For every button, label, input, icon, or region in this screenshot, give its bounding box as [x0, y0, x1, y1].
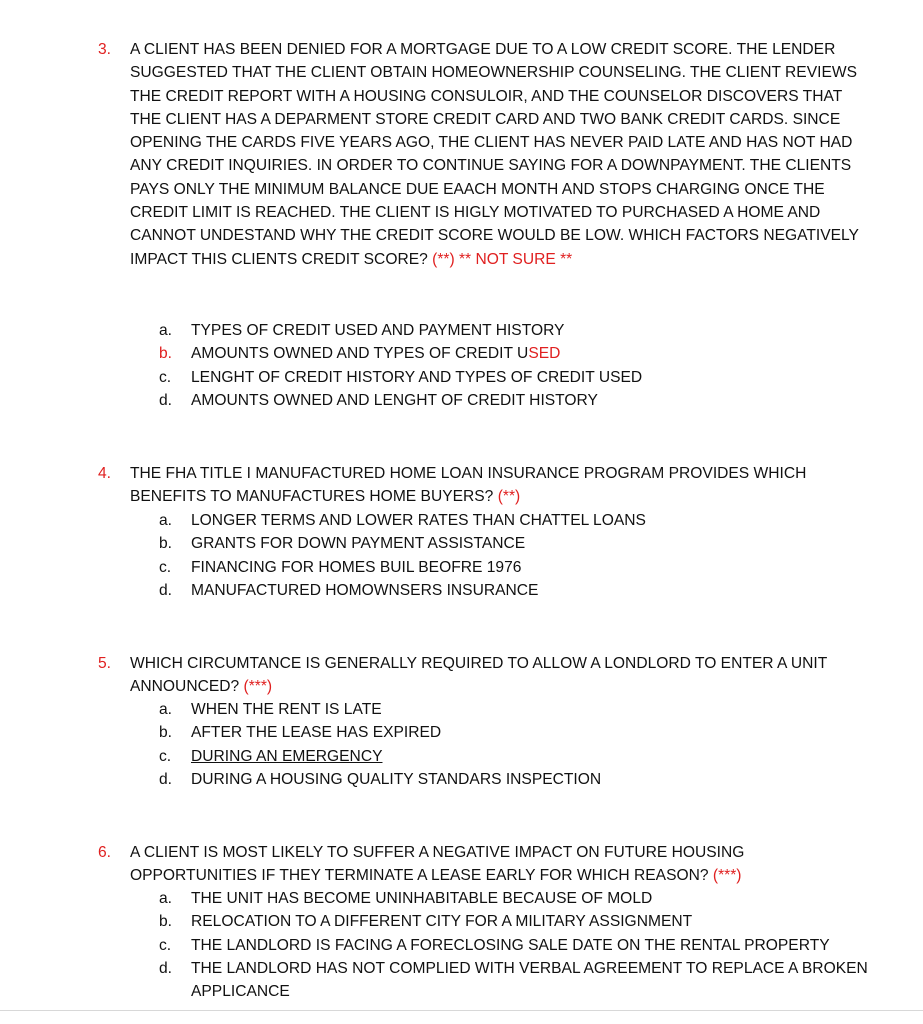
- question-text: [130, 841, 868, 888]
- option-c: [159, 556, 879, 579]
- option-c: [159, 934, 879, 957]
- question-number: 6.: [98, 844, 112, 861]
- option-text: AFTER THE LEASE HAS EXPIRED: [191, 724, 442, 742]
- option-b: [159, 910, 879, 933]
- question-text: [130, 652, 868, 699]
- difficulty-marker: (***): [712, 867, 742, 885]
- option-text: GRANTS FOR DOWN PAYMENT ASSISTANCE: [191, 535, 526, 553]
- question-number: 4.: [98, 465, 112, 482]
- option-letter: b.: [159, 345, 173, 363]
- option-text: RELOCATION TO A DIFFERENT CITY FOR A MILITARY ASSIGNMENT: [191, 913, 693, 931]
- option-text: FINANCING FOR HOMES BUIL BEOFRE 1976: [191, 558, 522, 576]
- option-text-black: AMOUNTS OWNED AND TYPES OF CREDIT U: [191, 345, 529, 363]
- question-body: A CLIENT IS MOST LIKELY TO SUFFER A NEGATIVE IMPACT ON FUTURE HOUSING OPPORTUNITIES IF THEY TERMINATE A LEASE EARLY FOR WHICH REASON?: [130, 844, 745, 885]
- option-text: TYPES OF CREDIT USED AND PAYMENT HISTORY: [191, 322, 565, 339]
- option-letter: a.: [159, 701, 173, 718]
- option-b: [159, 342, 879, 365]
- option-letter: c.: [159, 368, 172, 386]
- question-number: 3.: [98, 41, 112, 58]
- option-text: DURING A HOUSING QUALITY STANDARS INSPECTION: [191, 770, 602, 788]
- option-letter: a.: [159, 890, 173, 907]
- option-text: MANUFACTURED HOMOWNSERS INSURANCE: [191, 581, 539, 599]
- question-text: [130, 38, 868, 271]
- question-text: [130, 462, 868, 509]
- option-text: WHEN THE RENT IS LATE: [191, 701, 382, 718]
- option-d: [159, 957, 879, 1004]
- option-b: [159, 532, 879, 555]
- option-letter: c.: [159, 558, 172, 576]
- question-6: [98, 841, 868, 888]
- option-a: [159, 319, 879, 342]
- option-text: THE LANDLORD HAS NOT COMPLIED WITH VERBAL AGREEMENT TO REPLACE A BROKEN APPLICANCE: [191, 959, 868, 1001]
- option-text: LONGER TERMS AND LOWER RATES THAN CHATTEL LOANS: [191, 512, 646, 529]
- question-body: WHICH CIRCUMTANCE IS GENERALLY REQUIRED TO ALLOW A LONDLORD TO ENTER A UNIT ANNOUNCED?: [130, 655, 827, 696]
- option-letter: c.: [159, 747, 172, 765]
- difficulty-marker: (**): [497, 488, 521, 506]
- option-d: [159, 579, 879, 602]
- option-text-selected: DURING AN EMERGENCY: [191, 747, 383, 765]
- question-body: A CLIENT HAS BEEN DENIED FOR A MORTGAGE DUE TO A LOW CREDIT SCORE. THE LENDER SUGGESTED THAT THE CLIENT OBTAIN HOMEOWNERSHIP COUNSELING. THE CLIENT REVIEWS THE CREDIT REPORT WITH A HOUSING CONSULOIR, AND THE COUNSELOR DISCOVERS THAT THE CLIENT HAS A DEPARMENT STORE CREDIT CARD AND TWO BANK CREDIT CARDS. SINCE OPENING THE CARDS FIVE YEARS AGO, THE CLIENT HAS NEVER PAID LATE AND HAS NOT HAD ANY CREDIT INQUIRIES. IN ORDER TO CONTINUE SAYING FOR A DOWNPAYMENT. THE CLIENTS PAYS ONLY THE MINIMUM BALANCE DUE EAACH MONTH AND STOPS CHARGING ONCE THE CREDIT LIMIT IS REACHED. THE CLIENT IS HIGLY MOTIVATED TO PURCHASED A HOME AND CANNOT UNDESTAND WHY THE CREDIT SCORE WOULD BE LOW. WHICH FACTORS NEGATIVELY IMPACT THIS CLIENTS CREDIT SCORE?: [130, 41, 859, 268]
- option-letter: b.: [159, 913, 173, 931]
- option-letter: b.: [159, 535, 173, 553]
- question-4: [98, 462, 868, 509]
- question-6-options: [159, 887, 879, 1003]
- question-number: 5.: [98, 655, 112, 672]
- option-text: LENGHT OF CREDIT HISTORY AND TYPES OF CREDIT USED: [191, 368, 643, 386]
- question-3: [98, 38, 868, 271]
- option-d: [159, 768, 879, 791]
- difficulty-marker: (***): [243, 678, 273, 696]
- option-c: [159, 745, 879, 768]
- option-text: AMOUNTS OWNED AND LENGHT OF CREDIT HISTORY: [191, 391, 598, 409]
- option-letter: b.: [159, 724, 173, 742]
- question-5: [98, 652, 868, 699]
- option-a: [159, 887, 879, 910]
- option-letter: d.: [159, 391, 173, 409]
- option-text: THE UNIT HAS BECOME UNINHABITABLE BECAUSE OF MOLD: [191, 890, 653, 907]
- option-letter: c.: [159, 936, 172, 954]
- option-text-red: SED: [528, 345, 561, 363]
- option-letter: d.: [159, 959, 173, 977]
- option-letter: d.: [159, 770, 173, 788]
- difficulty-marker: (**) ** NOT SURE **: [432, 250, 573, 268]
- question-4-options: [159, 509, 879, 602]
- question-body: THE FHA TITLE I MANUFACTURED HOME LOAN INSURANCE PROGRAM PROVIDES WHICH BENEFITS TO MANUFACTURES HOME BUYERS?: [130, 465, 807, 506]
- option-a: [159, 509, 879, 532]
- option-d: [159, 389, 879, 412]
- question-5-options: [159, 698, 879, 791]
- option-b: [159, 721, 879, 744]
- option-letter: a.: [159, 512, 173, 529]
- option-text: [191, 342, 879, 365]
- option-c: [159, 366, 879, 389]
- question-3-options: [159, 319, 879, 412]
- option-letter: a.: [159, 322, 173, 339]
- option-a: [159, 698, 879, 721]
- option-text: THE LANDLORD IS FACING A FORECLOSING SALE DATE ON THE RENTAL PROPERTY: [191, 936, 830, 954]
- option-letter: d.: [159, 581, 173, 599]
